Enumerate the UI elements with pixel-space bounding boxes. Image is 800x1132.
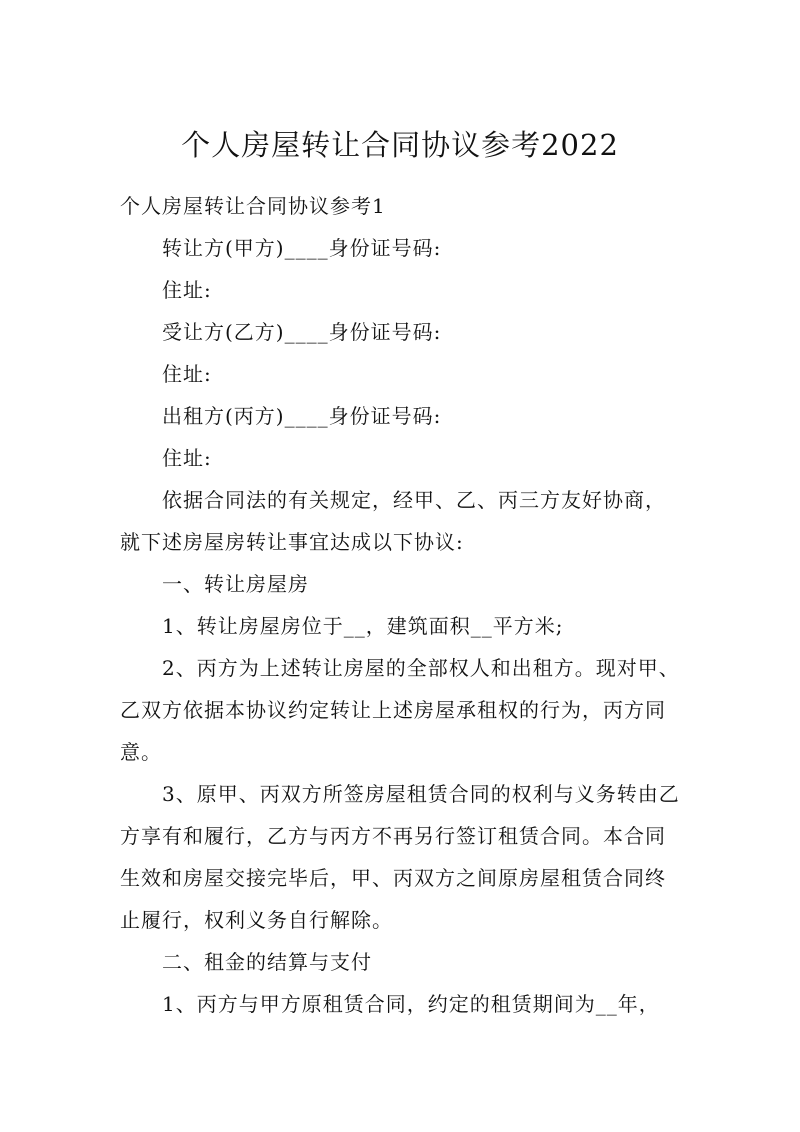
party-b-address: 住址:	[162, 362, 212, 386]
section-2-heading: 二、租金的结算与支付	[162, 950, 372, 974]
party-c-line: 出租方(丙方)____身份证号码:	[162, 404, 442, 428]
intro-paragraph: 依据合同法的有关规定，经甲、乙、丙三方友好协商，就下述房屋房转让事宜达成以下协议:	[120, 488, 666, 554]
section-1-item-3: 3、原甲、丙双方所签房屋租赁合同的权利与义务转由乙方享有和履行，乙方与丙方不再另行签订租赁合同。本合同生效和房屋交接完毕后，甲、丙双方之间原房屋租赁合同终止履行，权利义务自行解除。	[120, 782, 680, 932]
party-a-address: 住址:	[162, 278, 212, 302]
section-1-item-1: 1、转让房屋房位于__，建筑面积__平方米;	[162, 614, 564, 638]
section-1-heading: 一、转让房屋房	[162, 572, 309, 596]
party-a-line: 转让方(甲方)____身份证号码:	[162, 236, 442, 260]
document-subtitle: 个人房屋转让合同协议参考1	[120, 194, 386, 218]
section-1-item-2: 2、丙方为上述转让房屋的全部权人和出租方。现对甲、乙双方依据本协议约定转让上述房屋承租权的行为，丙方同意。	[120, 656, 680, 764]
party-b-line: 受让方(乙方)____身份证号码:	[162, 320, 442, 344]
section-2-item-1: 1、丙方与甲方原租赁合同，约定的租赁期间为__年，	[162, 992, 660, 1016]
document-title: 个人房屋转让合同协议参考2022	[181, 128, 619, 162]
party-c-address: 住址:	[162, 446, 212, 470]
